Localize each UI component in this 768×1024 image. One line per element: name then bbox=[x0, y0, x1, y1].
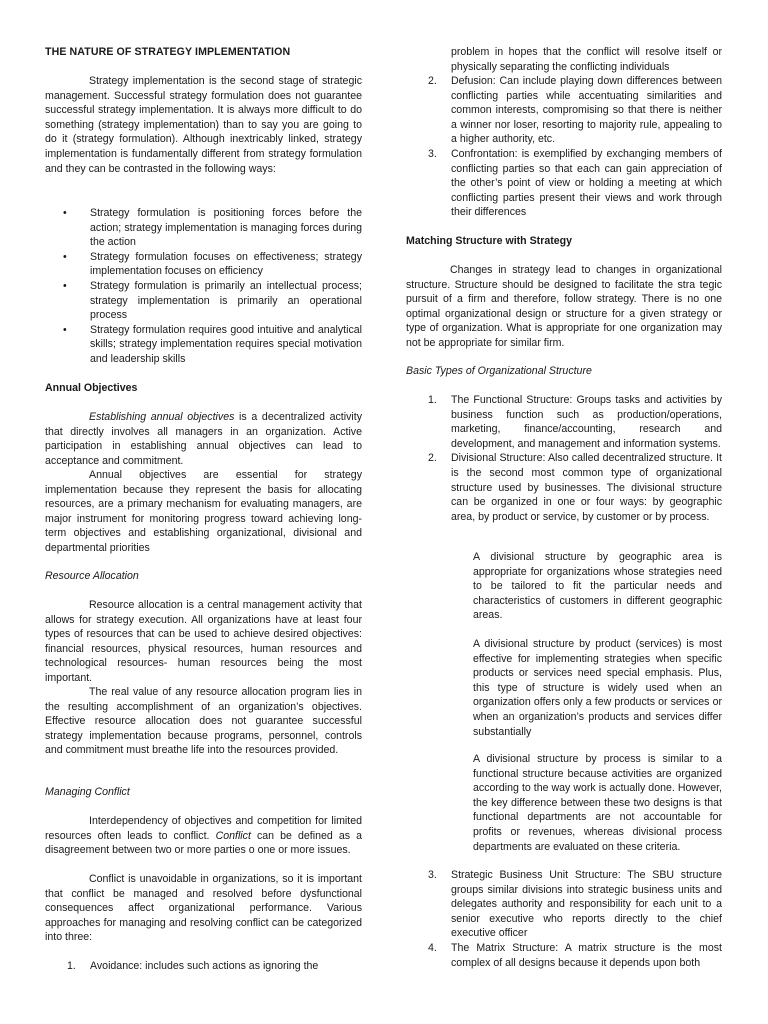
bullet-icon: • bbox=[63, 279, 67, 292]
list-item: 1. Avoidance: includes such actions as ignoring the bbox=[67, 960, 319, 972]
managing-conflict-paragraph-1: Interdependency of objectives and competition for limited resources often leads to conflict. Conflict can be defined as a disagreement between two or more parties o one or more issues. bbox=[45, 815, 362, 857]
bullet-icon: • bbox=[63, 323, 67, 336]
resource-allocation-paragraph-2: The real value of any resource allocation program lies in the resulting accomplishment of an organization’s objectives. Effective resource allocation does not guarantee successful strategy implementation because programs, personnel, controls and commitment must breathe life into the resources provided. bbox=[45, 686, 362, 757]
list-item: • Strategy formulation is positioning forces before the action; strategy implementation is managing forces during the action bbox=[63, 207, 362, 249]
managing-conflict-paragraph-2: Conflict is unavoidable in organizations, so it is important that conflict be managed and resolved before dysfunctional consequences affect organizational performance. Various approaches for managing and resolving conflict can be categorized into three: bbox=[45, 873, 362, 944]
divisional-geographic-paragraph: A divisional structure by geographic area is appropriate for organizations whose strategies need to be tailored to fit the particular needs and characteristics of customers in different geographic areas. bbox=[473, 551, 722, 622]
conflict-approaches-list-start bbox=[45, 959, 362, 974]
bullet-icon: • bbox=[63, 250, 67, 263]
list-item: • Strategy formulation is primarily an intellectual process; strategy implementation is primarily an operational process bbox=[63, 279, 362, 322]
list-item: 2. Defusion: Can include playing down differences between conflicting parties while accentuating similarities and common interests, compromising so that there is neither a winner nor loser, resorting to majority rule, appealing to a higher authority, etc. bbox=[428, 75, 722, 146]
list-item: 3. Strategic Business Unit Structure: The SBU structure groups similar divisions into strategic business units and delegates authority and responsibility for each unit to a senior executive who reports directly to the chief executive officer bbox=[428, 869, 722, 940]
structure-types-list-continued bbox=[406, 868, 722, 970]
document-title: THE NATURE OF STRATEGY IMPLEMENTATION bbox=[45, 46, 291, 58]
list-item: 1. The Functional Structure: Groups tasks and activities by business function such as production/operations, marketing, finance/accounting, research and development, and management and information systems. bbox=[428, 394, 722, 450]
list-item: 2. Divisional Structure: Also called decentralized structure. It is the second most common type of organizational structure used by businesses. The divisional structure can be organized in one or four ways: by geographic area, by product or service, by customer or by process. bbox=[428, 452, 722, 523]
resource-allocation-heading: Resource Allocation bbox=[45, 570, 139, 582]
annual-objectives-paragraph-1: Establishing annual objectives is a decentralized activity that directly involves all managers in an organization. Active participation in establishing annual objectives can lead to acceptance and commitment. bbox=[45, 411, 362, 467]
bullet-icon: • bbox=[63, 207, 67, 219]
divisional-product-paragraph: A divisional structure by product (services) is most effective for implementing strategies when specific products or services need special emphasis. Plus, this type of structure is widely used when an organization offers only a few products or services or when an organization’s products and services differ substantially bbox=[473, 638, 722, 738]
divisional-process-paragraph: A divisional structure by process is similar to a functional structure because activities are organized according to the way work is actually done. However, the key difference between these two designs is that functional departments are not accountable for profits or revenues, whereas divisional process departments are evaluated on these criteria. bbox=[473, 753, 722, 853]
matching-structure-heading: Matching Structure with Strategy bbox=[406, 235, 572, 247]
annual-objectives-heading: Annual Objectives bbox=[45, 382, 138, 394]
contrast-bullet-list bbox=[45, 206, 362, 367]
managing-conflict-heading: Managing Conflict bbox=[45, 786, 130, 798]
conflict-approaches-list-continued bbox=[406, 74, 722, 220]
structure-types-list bbox=[406, 393, 722, 524]
resource-allocation-paragraph-1: Resource allocation is a central management activity that allows for strategy execution. All organizations have at least four types of resources that can be used to achieve desired objectives: financial resources, physical resources, human resources and technological resources- human resources being the most important. bbox=[45, 599, 362, 684]
conflict-item-continuation: problem in hopes that the conflict will resolve itself or physically separating the conflicting individuals bbox=[451, 46, 722, 73]
basic-types-heading: Basic Types of Organizational Structure bbox=[406, 365, 592, 377]
list-item: • Strategy formulation requires good intuitive and analytical skills; strategy implementation requires special motivation and leadership skills bbox=[63, 323, 362, 365]
list-item: 4. The Matrix Structure: A matrix structure is the most complex of all designs because it depends upon both bbox=[428, 941, 722, 969]
list-item: • Strategy formulation focuses on effectiveness; strategy implementation focuses on efficiency bbox=[63, 250, 362, 278]
matching-structure-paragraph: Changes in strategy lead to changes in organizational structure. Structure should be designed to facilitate the stra tegic pursuit of a firm and therefore, follow strategy. There is no one optimal organizational design or structure for a given strategy or type of organization. What is appropriate for one organization may not be appropriate for similar firm. bbox=[406, 264, 722, 349]
list-item: 3. Confrontation: is exemplified by exchanging members of conflicting parties so that each can gain appreciation of the other’s point of view or holding a meeting at which conflicting parties present their views and work through their differences bbox=[428, 147, 722, 219]
intro-paragraph: Strategy implementation is the second stage of strategic management. Successful strategy formulation does not guarantee successful strategy implementation. It is always more difficult to do something (strategy implementation) than to say you are going to do it (strategy formulation). Although inextricably linked, strategy implementation is fundamentally different from strategy formulation and they can be contrasted in the following ways: bbox=[45, 75, 362, 175]
annual-objectives-paragraph-2: Annual objectives are essential for strategy implementation because they represent the basis for allocating resources, are a primary mechanism for evaluating managers, are major instrument for monitoring progress toward achieving long-term objectives and establishing organizational, divisional and departmental priorities bbox=[45, 469, 362, 554]
